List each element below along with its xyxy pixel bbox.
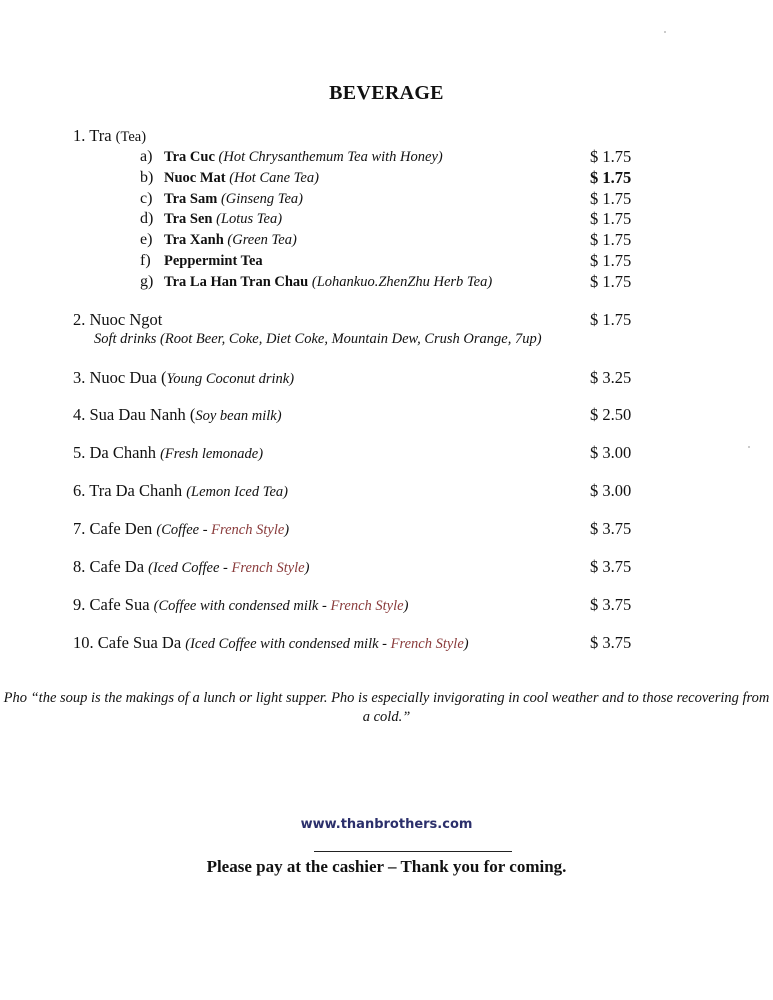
section-desc-close: ) [403,598,409,614]
tea-name: Tra Xanh [164,232,224,248]
section-desc-close: ) [284,522,290,538]
tea-name: Nuoc Mat [164,170,226,186]
tea-desc: (Lohankuo.ZhenZhu Herb Tea) [311,274,493,290]
section-desc: (Iced Coffee with condensed milk - [185,636,391,652]
price-cafe-sua: $ 3.75 [590,595,632,614]
section-nuoc-ngot [73,310,162,330]
tea-item-g [140,273,492,291]
tea-price-d: $ 1.75 [590,209,632,228]
tea-price-a: $ 1.75 [590,147,632,166]
section-note: (Tea) [115,129,147,145]
menu-title: BEVERAGE [329,82,444,104]
section-name: Cafe Sua Da [97,633,182,652]
section-da-chanh [73,443,263,463]
section-name: Nuoc Dua ( [89,368,167,387]
tea-name: Tra La Han Tran Chau [164,274,309,290]
section-desc: Soy bean milk) [195,408,282,424]
tea-price-e: $ 1.75 [590,230,632,249]
section-tra [73,126,146,146]
tea-item-a [140,148,443,166]
section-name: Tra Da Chanh [89,481,183,500]
section-number: 5. [73,443,86,462]
tea-name: Tra Sen [164,211,213,227]
section-cafe-den [73,519,289,539]
price-nuoc-dua: $ 3.25 [590,368,632,387]
pho-quote: Pho “the soup is the makings of a lunch or light supper. Pho is especially invigorating in cool weather and to those recovering from a cold.” [3,690,770,725]
scan-speck [664,31,666,33]
price-cafe-sua-da: $ 3.75 [590,633,632,652]
price-tra-da-chanh: $ 3.00 [590,481,632,500]
website-link[interactable]: www.thanbrothers.com [300,817,473,832]
price-cafe-da: $ 3.75 [590,557,632,576]
tea-desc: (Lotus Tea) [216,211,283,227]
tea-item-e [140,231,297,249]
section-name: Cafe Den [89,519,153,538]
section-name: Cafe Sua [89,595,150,614]
section-name: Da Chanh [89,443,156,462]
scan-speck [748,446,750,448]
tea-letter: c) [140,190,153,207]
tea-name: Tra Sam [164,191,218,207]
section-number: 7. [73,519,86,538]
section-desc: Young Coconut drink) [166,371,295,387]
price-sua-dau-nanh: $ 2.50 [590,405,632,424]
tea-desc: (Hot Chrysanthemum Tea with Honey) [218,149,443,165]
french-style-label: French Style [390,636,464,652]
footer-message: Please pay at the cashier – Thank you for coming. [206,857,567,876]
section-desc: (Coffee with condensed milk - [153,598,331,614]
section-desc: (Fresh lemonade) [160,446,264,462]
section-cafe-sua [73,595,408,615]
section-number: 10. [73,633,94,652]
section-name: Sua Dau Nanh ( [89,405,196,424]
tea-name: Peppermint Tea [164,253,263,269]
price-da-chanh: $ 3.00 [590,443,632,462]
section-number: 8. [73,557,86,576]
section-desc-close: ) [463,636,469,652]
tea-price-g: $ 1.75 [590,272,632,291]
section-number: 2. [73,310,86,329]
tea-letter: g) [140,273,154,290]
section-sua-dau-nanh [73,405,282,425]
tea-letter: d) [140,210,154,227]
section-number: 1. [73,126,86,145]
tea-item-b [140,169,319,187]
tea-item-f [140,252,263,270]
section-cafe-sua-da [73,633,469,653]
price-nuoc-ngot: $ 1.75 [590,310,632,329]
tea-price-b: $ 1.75 [590,168,632,187]
section-tra-da-chanh [73,481,288,501]
tea-letter: a) [140,148,153,165]
section-number: 6. [73,481,86,500]
tea-item-c [140,190,303,208]
tea-letter: b) [140,169,154,186]
soft-drinks-list: Soft drinks (Root Beer, Coke, Diet Coke, Mountain Dew, Crush Orange, 7up) [94,331,542,347]
tea-price-f: $ 1.75 [590,251,632,270]
section-desc: (Iced Coffee - [148,560,232,576]
price-cafe-den: $ 3.75 [590,519,632,538]
section-cafe-da [73,557,309,577]
tea-price-c: $ 1.75 [590,189,632,208]
tea-letter: f) [140,252,151,269]
section-number: 4. [73,405,86,424]
tea-desc: (Hot Cane Tea) [229,170,319,186]
section-desc: (Coffee - [156,522,212,538]
section-desc-close: ) [304,560,310,576]
divider-line [314,851,512,852]
section-name: Tra [89,126,112,145]
section-desc: (Lemon Iced Tea) [186,484,288,500]
french-style-label: French Style [330,598,404,614]
section-nuoc-dua [73,368,294,388]
section-name: Cafe Da [89,557,145,576]
tea-name: Tra Cuc [164,149,215,165]
french-style-label: French Style [211,522,285,538]
tea-desc: (Green Tea) [227,232,297,248]
tea-desc: (Ginseng Tea) [220,191,303,207]
tea-letter: e) [140,231,153,248]
tea-item-d [140,210,282,228]
section-number: 9. [73,595,86,614]
section-name: Nuoc Ngot [89,310,163,329]
french-style-label: French Style [231,560,305,576]
section-number: 3. [73,368,86,387]
